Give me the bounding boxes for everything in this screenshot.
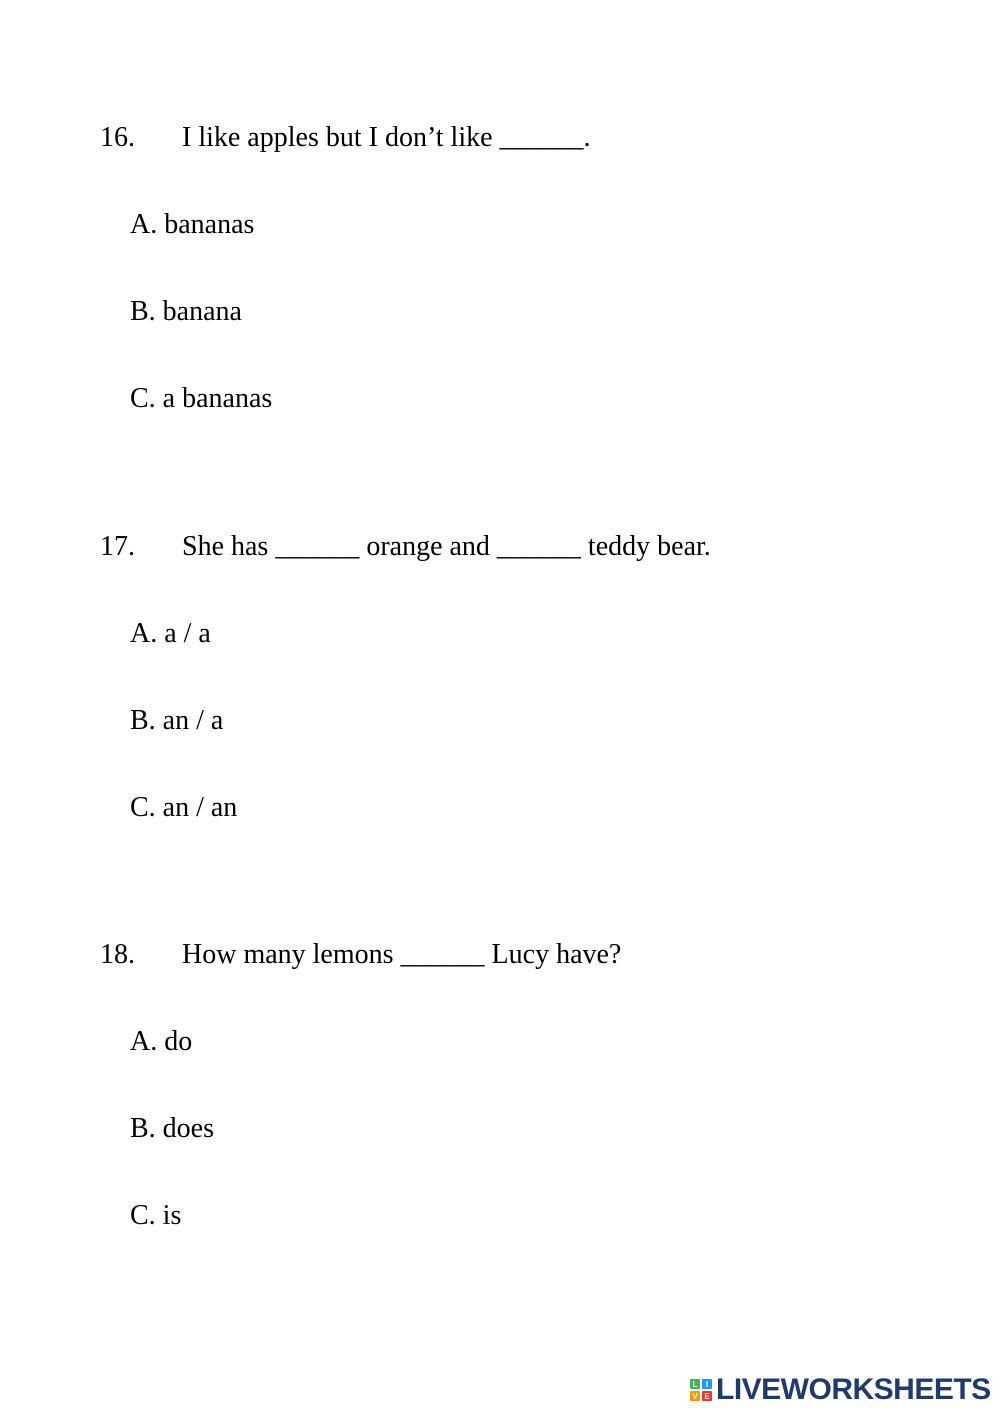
option-a[interactable]: A. do [130,1026,193,1057]
option-b[interactable]: B. does [130,1113,214,1144]
question-stem [100,530,711,564]
option-c[interactable]: C. a bananas [130,383,273,414]
logo-mark-cell: E [702,1391,712,1401]
question-number: 18. [100,939,135,970]
logo-mark-cell: L [690,1379,700,1389]
option-c[interactable]: C. an / an [130,792,238,823]
logo-mark-cell: I [702,1379,712,1389]
liveworksheets-logo [690,1372,991,1408]
option-a[interactable]: A. a / a [130,618,211,649]
option-c[interactable]: C. is [130,1200,182,1231]
option-a[interactable]: A. bananas [130,209,255,240]
option-b[interactable]: B. an / a [130,705,224,736]
question-number: 17. [100,531,135,562]
question-text: How many lemons ______ Lucy have? [182,939,622,970]
question-number: 16. [100,122,135,153]
logo-text: LIVEWORKSHEETS [716,1373,991,1406]
question-text: She has ______ orange and ______ teddy bear. [182,531,711,562]
question-stem [100,121,591,155]
logo-mark-icon [690,1379,712,1401]
question-stem [100,938,621,972]
question-text: I like apples but I don’t like ______. [182,122,591,153]
option-b[interactable]: B. banana [130,296,242,327]
logo-mark-cell: V [690,1391,700,1401]
